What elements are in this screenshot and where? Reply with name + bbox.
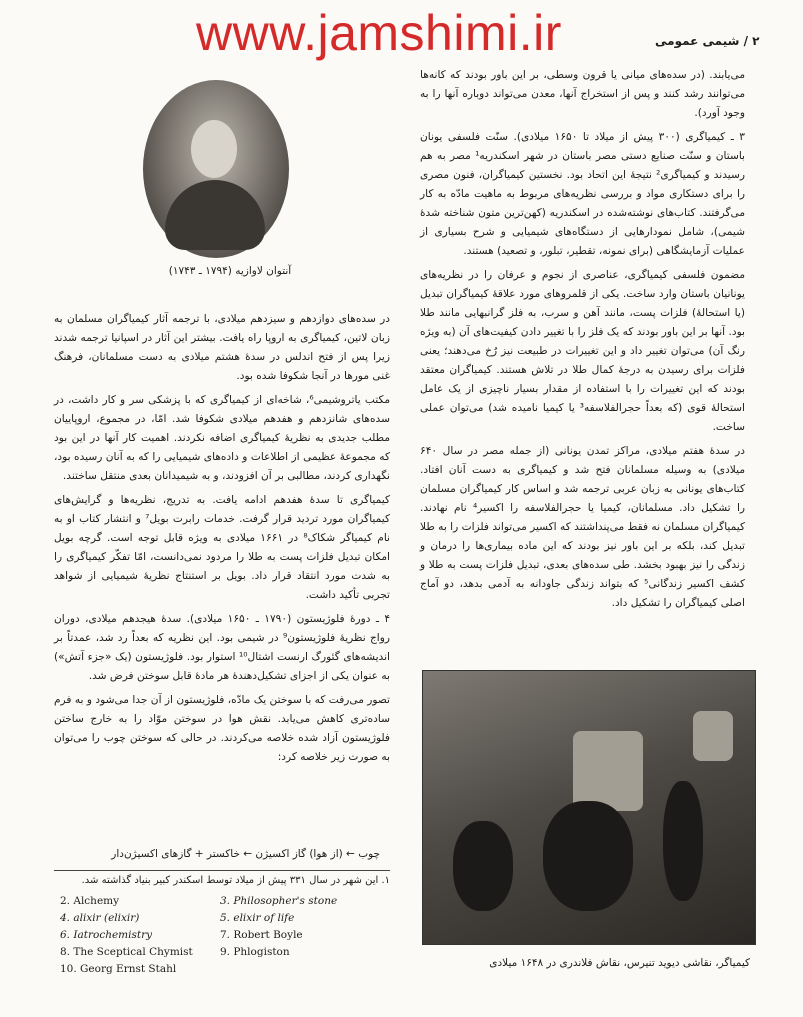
- reference-item: 6. Iatrochemistry: [60, 929, 153, 941]
- portrait-caption: آنتوان لاوازیه (۱۷۹۴ ـ ۱۷۴۳): [168, 265, 292, 277]
- painting-caption: کیمیاگر، نقاشی دیوید تنیرس، نقاش فلاندری در ۱۶۴۸ میلادی: [489, 957, 750, 969]
- paragraph: ۳ ـ کیمیاگری (۳۰۰ پیش از میلاد تا ۱۶۵۰ میلادی). سنّت فلسفی یونان باستان و سنّت صنایع دستی مصر باستان در شهر اسکندریه¹ مصر به هم رسیدند و کیمیاگری² نتیجهٔ این اتحاد بود. نخستین کیمیاگران، فنون مصری را برای دستکاری مواد و بررسی نظریه‌های مربوط به ماهیت مادّه به کار می‌گرفتند. کتاب‌های نوشته‌شده در اسکندریه (کهن‌ترین متون شناخته شدهٔ شیمی)، شامل نمودارهایی از دستگاه‌های شیمیایی و شرح بسیاری از عملیات آزمایشگاهی (برای نمونه، تقطیر، تبلور، و تصعید) هستند.: [420, 131, 745, 257]
- right-column: [420, 66, 745, 618]
- portrait-face: [191, 120, 237, 178]
- lavoisier-portrait: [143, 80, 289, 258]
- combustion-formula: چوب ← (از هوا) گاز اکسیژن ← خاکستر + گازهای اکسیژن‌دار: [111, 848, 380, 860]
- reference-item: 9. Phlogiston: [220, 946, 290, 958]
- paragraph: ۴ ـ دورهٔ فلوژیستون (۱۷۹۰ ـ ۱۶۵۰ میلادی). سدهٔ هیجدهم میلادی، دوران رواج نظریهٔ فلوژیستون⁹ در شیمی بود. این نظریه که بعداً رد شد، عمدتاً بر اندیشه‌های گئورگ ارنست اشتال¹⁰ استوار بود. فلوژیستون (یک «جزء آتش») به عنوان یکی از اجزای تشکیل‌دهندهٔ هر مادهٔ قابل سوختن فرض شد.: [54, 613, 391, 682]
- footnote-divider: [54, 870, 390, 871]
- reference-item: 10. Georg Ernst Stahl: [60, 963, 177, 975]
- painting-figure: [543, 801, 633, 911]
- paragraph: مضمون فلسفی کیمیاگری، عناصری از نجوم و عرفان را در نظریه‌های یونانیان باستان وارد ساخت. یکی از قلمروهای مورد علاقهٔ کیمیاگران تبدیل (یا استحالهٔ) فلزات پست، مانند آهن و سرب، به فلز گرانبهایی مانند طلا بود. آنها بر این باور بودند که یک فلز را با تغییر دادن کیفیت‌های آن (به ویژه رنگ آن) می‌توان تغییر داد و این تغییرات در طبیعت نیز رُخ می‌دهند؛ یعنی فلزات برای رسیدن به درجهٔ کمال طلا در تلاش هستند. کیمیاگران معتقد بودند که این تغییرات را با استفاده از مقدار بسیار ناچیزی از یک عامل استحالهٔ قوی (که بعداً حجرالفلاسفه³ یا کیمیا نامیده شد) می‌توان عملی ساخت.: [420, 269, 745, 433]
- paragraph: مکتب یاتروشیمی⁶، شاخه‌ای از کیمیاگری که با پزشکی سر و کار داشت، در سده‌های شانزدهم و هفدهم میلادی شکوفا شد. امّا، در مجموع، اروپاییان مطلب جدیدی به نظریهٔ کیمیاگری اضافه نکردند. اهمیت کار آنها در این بود که مجموعهٔ عظیمی از اطلاعات و داده‌های شیمیایی را که به آنان رسیده بود، نگهداری کردند، مطالبی بر آن افزودند، و به شیمیدانان بعدی منتقل ساختند.: [54, 394, 390, 482]
- reference-item: 2. Alchemy: [60, 895, 120, 907]
- alchemist-painting: [422, 670, 756, 945]
- paragraph: تصور می‌رفت که با سوختن یک مادّه، فلوژیستون از آن جدا می‌شود و به فرم ساده‌تری کاهش می‌یابد. نقش هوا در سوختن موّاد را به خارج ساختن فلوژیستون آزاد شده خلاصه می‌کردند. در حالی که سوختن چوب را می‌توان به صورت زیر خلاصه کرد:: [54, 694, 390, 763]
- painting-figure: [663, 781, 703, 901]
- paragraph: کیمیاگری تا سدهٔ هفدهم ادامه یافت. به تدریج، نظریه‌ها و گرایش‌های کیمیاگران مورد تردید قرار گرفت. خدمات رابرت بویل⁷ و انتشار کتاب او به نام کیمیاگر شکاک⁸ در ۱۶۶۱ میلادی به ویژه قابل توجه است. گرچه بویل امکان تبدیل فلزات پست به طلا را مردود نمی‌دانست، امّا تفکّر کیمیاگری را به شدت مورد انتقاد قرار داد. بویل بر استنتاج نظریهٔ شیمیایی از شواهد تجربی تأکید داشت.: [54, 494, 391, 601]
- painting-figure: [453, 821, 513, 911]
- reference-item: 8. The Sceptical Chymist: [60, 946, 193, 958]
- portrait-coat: [165, 180, 265, 250]
- left-column: [54, 310, 390, 772]
- reference-item: 4. alixir (elixir): [60, 912, 140, 924]
- painting-light: [573, 731, 643, 811]
- paragraph: می‌یابند. (در سده‌های میانی یا قرون وسطی، بر این باور بودند که کانه‌ها می‌توانند رشد کنند و پس از استخراج آنها، معدن می‌تواند دوباره آنها را به وجود آورد).: [420, 69, 745, 119]
- page-header: ۲ / شیمی عمومی: [655, 34, 760, 48]
- reference-item: 5. elixir of life: [220, 912, 295, 924]
- reference-item: 7. Robert Boyle: [220, 929, 303, 941]
- paragraph: در سدهٔ هفتم میلادی، مراکز تمدن یونانی (از جمله مصر در سال ۶۴۰ میلادی) به وسیله مسلمانان فتح شد و کیمیاگری به دست آنان افتاد. کتاب‌های یونانی به زبان عربی ترجمه شد و اساس کار کیمیاگران مسلمان را تشکیل داد. مسلمانان، کیمیا یا حجرالفلاسفه را اکسیر⁴ نام نهادند. کیمیاگران مسلمان نه فقط می‌پنداشتند که اکسیر می‌تواند فلزات را به طلا تبدیل کند، بلکه بر این باور نیز بودند که این ماده بیماری‌ها را درمان و زندگی را نیز بهبود بخشد. طی سده‌های بعدی، تبدیل فلزات پست به طلا و کشف اکسیر زندگانی⁵ که بتواند زندگی جاودانه به آدمی بدهد، دو آماج اصلی کیمیاگران را تشکیل داد.: [420, 445, 746, 609]
- paragraph: در سده‌های دوازدهم و سیزدهم میلادی، با ترجمه آثار کیمیاگران مسلمان به زبان لاتین، کیمیاگری به اروپا راه یافت. بیشتر این آثار در اسپانیا ترجمه شدند زیرا پس از فتح اندلس در سدهٔ هشتم میلادی به دست مسلمانان، فرهنگ غنی مورها در آنجا شکوفا شده بود.: [54, 313, 390, 382]
- painting-light: [693, 711, 733, 761]
- reference-item: 3. Philosopher's stone: [220, 895, 338, 907]
- site-watermark: www.jamshimi.ir: [196, 5, 562, 61]
- footnote-1: ۱. این شهر در سال ۳۳۱ پیش از میلاد توسط اسکندر کبیر بنیاد گذاشته شد.: [81, 875, 390, 886]
